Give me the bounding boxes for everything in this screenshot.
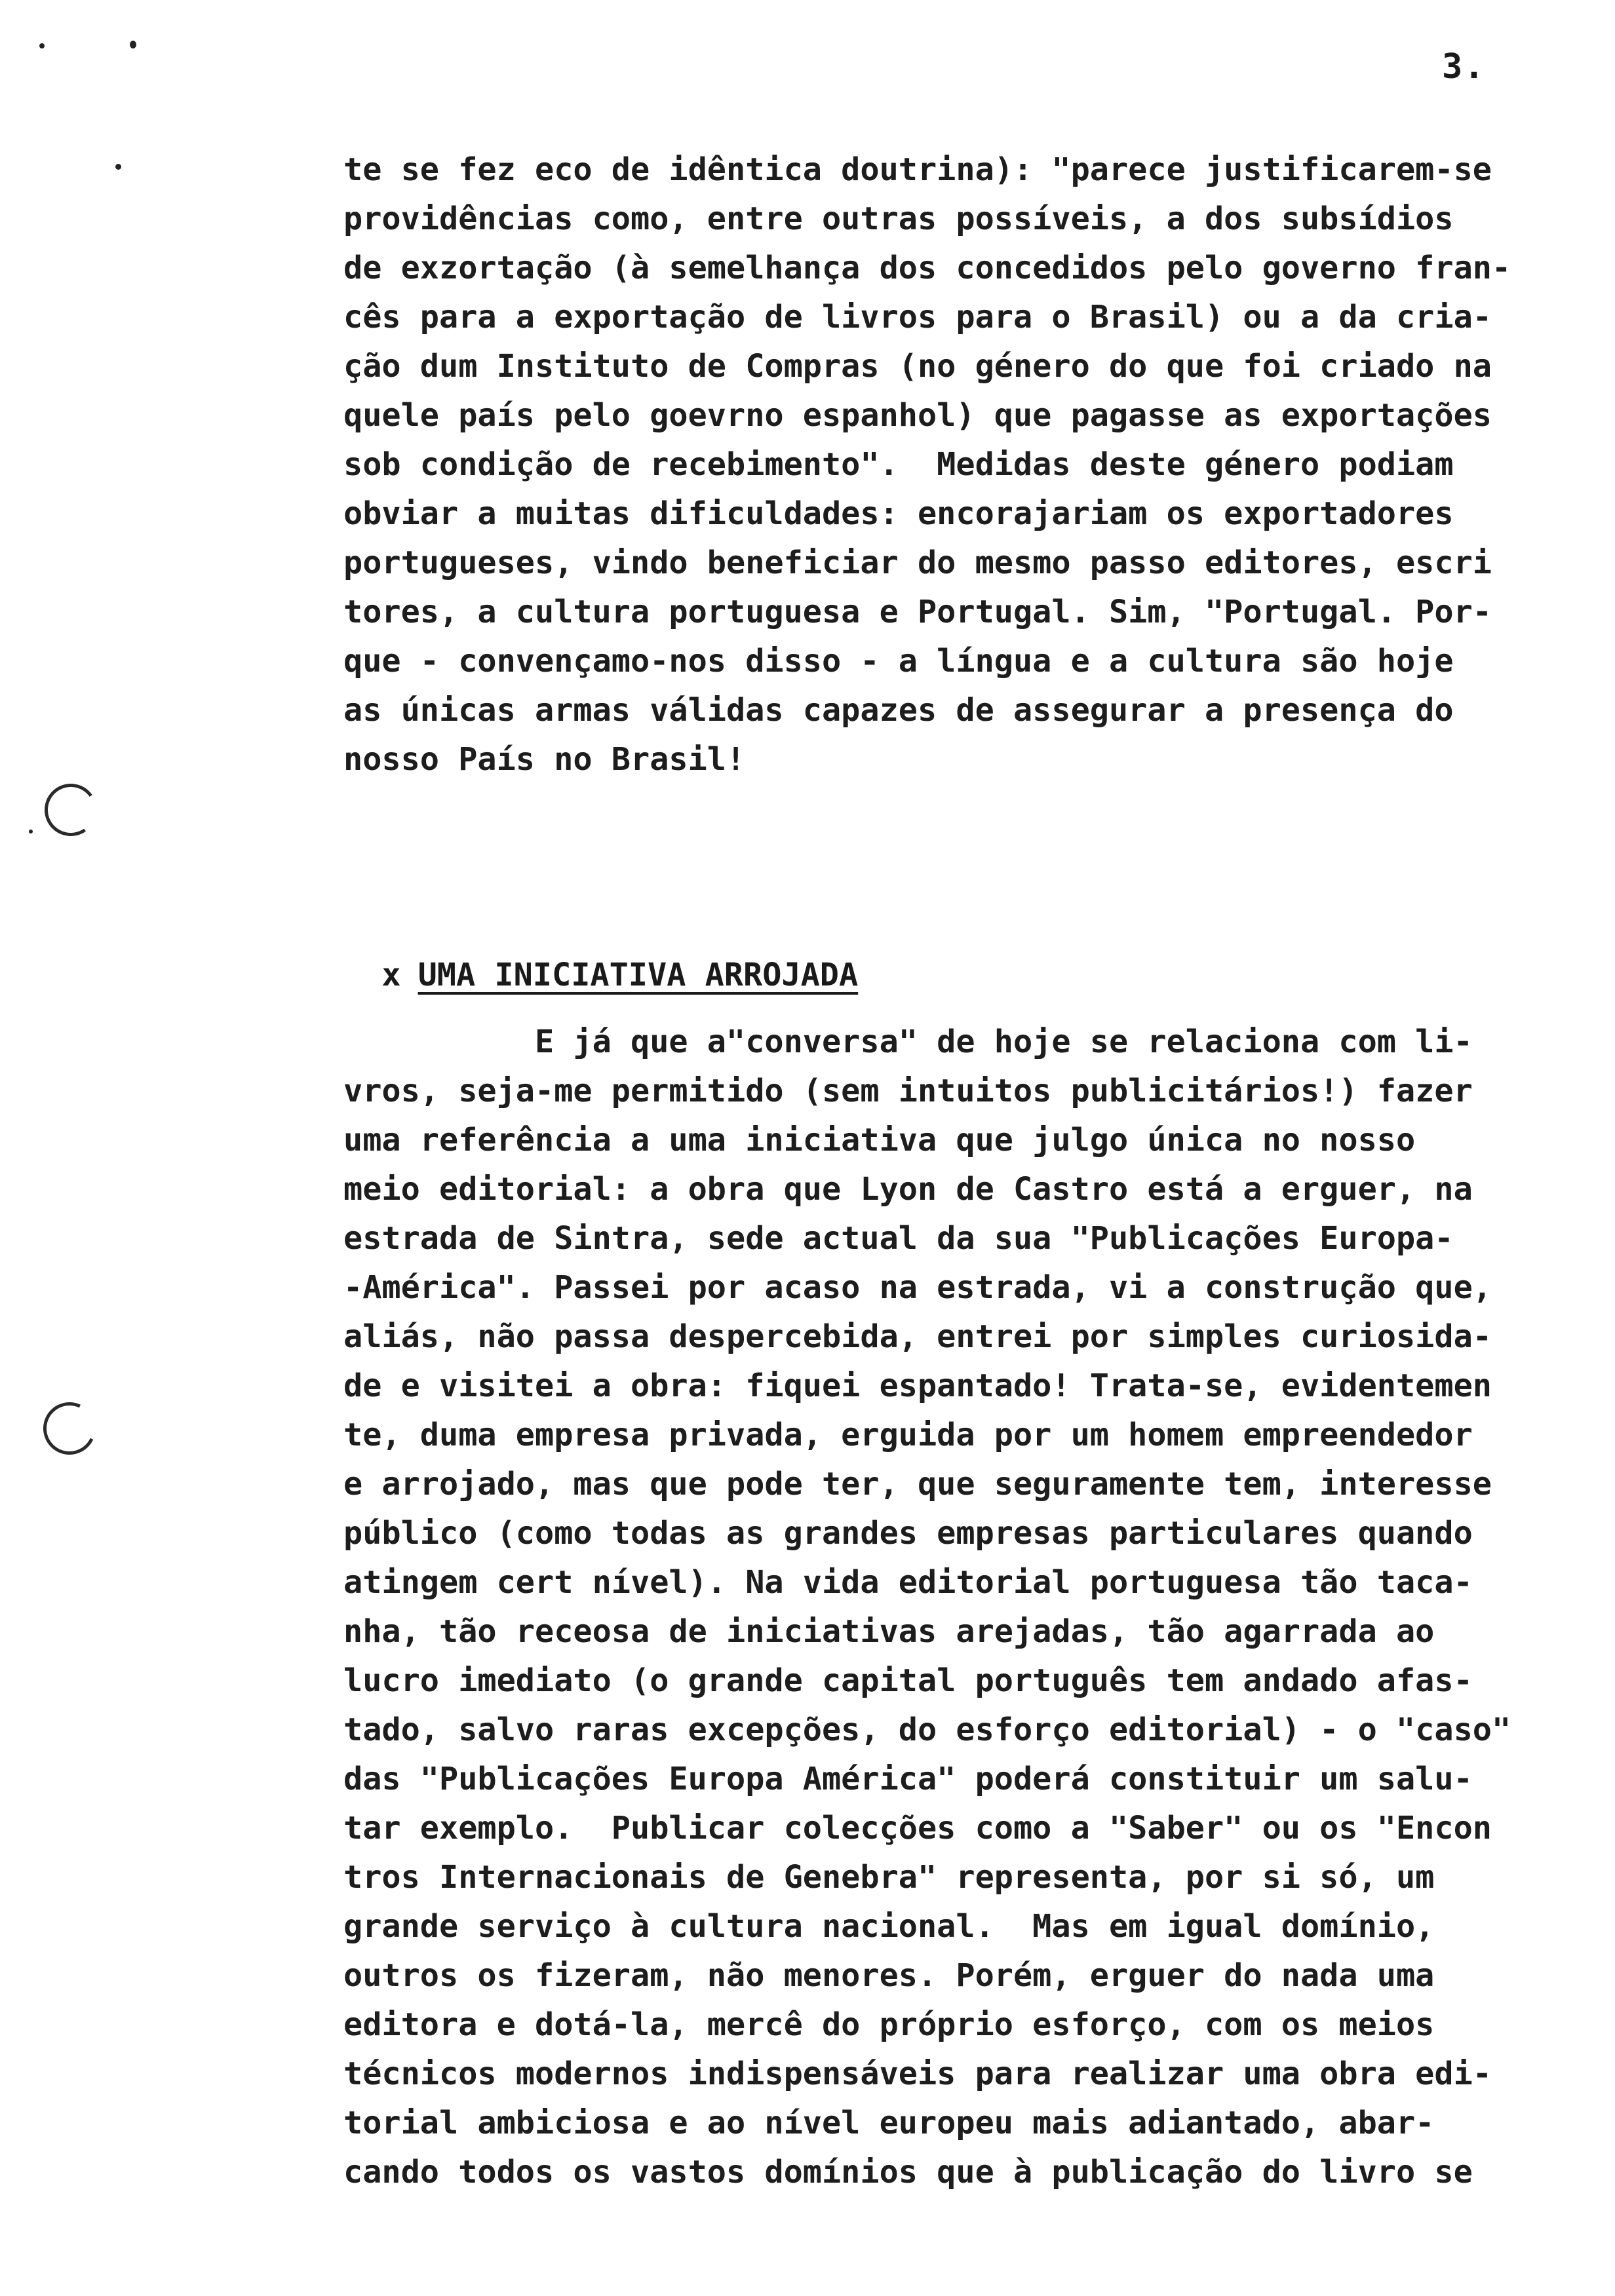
paragraph — [343, 145, 1563, 784]
text-line: e arrojado, mas que pode ter, que seguramente tem, interesse — [343, 1466, 1492, 1502]
punch-hole — [36, 1395, 104, 1463]
text-line: meio editorial: a obra que Lyon de Castro está a erguer, na — [343, 1171, 1473, 1208]
text-line: de e visitei a obra: fiquei espantado! Trata-se, evidentemen — [343, 1368, 1492, 1404]
text-line: te se fez eco de idêntica doutrina): "parece justificarem-se — [343, 151, 1492, 188]
text-line: cês para a exportação de livros para o Brasil) ou a da cria- — [343, 299, 1492, 335]
text-line: tado, salvo raras excepções, do esforço editorial) - o "caso" — [343, 1712, 1511, 1748]
text-line: cando todos os vastos domínios que à publicação do livro se — [343, 2154, 1473, 2191]
text-line: obviar a muitas dificuldades: encorajariam os exportadores — [343, 495, 1454, 532]
page-number: 3. — [1442, 47, 1486, 86]
text-line: tores, a cultura portuguesa e Portugal. Sim, "Portugal. Por- — [343, 594, 1492, 630]
speck — [29, 830, 33, 833]
text-line: lucro imediato (o grande capital português tem andado afas- — [343, 1662, 1473, 1699]
paragraph — [343, 1018, 1563, 2197]
text-line: ção dum Instituto de Compras (no género do que foi criado na — [343, 348, 1492, 385]
text-line: te, duma empresa privada, erguida por um homem empreendedor — [343, 1417, 1473, 1453]
speck — [115, 164, 121, 170]
text-line: torial ambiciosa e ao nível europeu mais adiantado, abar- — [343, 2105, 1435, 2141]
text-line: nosso País no Brasil! — [343, 741, 746, 778]
text-line: providências como, entre outras possíveis, a dos subsídios — [343, 201, 1454, 237]
text-line: quele país pelo goevrno espanhol) que pagasse as exportações — [343, 397, 1492, 434]
text-line: outros os fizeram, não menores. Porém, erguer do nada uma — [343, 1957, 1435, 1994]
text-line: público (como todas as grandes empresas particulares quando — [343, 1515, 1473, 1552]
text-line: editora e dotá-la, mercê do próprio esforço, com os meios — [343, 2006, 1435, 2043]
section-title: UMA INICIATIVA ARROJADA — [418, 957, 859, 993]
section-heading — [343, 902, 858, 1000]
speck — [39, 43, 45, 48]
text-line: estrada de Sintra, sede actual da sua "Publicações Europa- — [343, 1220, 1454, 1257]
text-line: atingem cert nível). Na vida editorial portuguesa tão taca- — [343, 1564, 1473, 1601]
text-line: que - convençamo-nos disso - a língua e a cultura são hoje — [343, 643, 1454, 679]
text-line: uma referência a uma iniciativa que julgo única no nosso — [343, 1122, 1416, 1158]
text-line: de exzortação (à semelhança dos concedidos pelo governo fran- — [343, 250, 1511, 286]
text-line: tros Internacionais de Genebra" representa, por si só, um — [343, 1859, 1435, 1896]
text-line: E já que a"conversa" de hoje se relaciona com li- — [343, 1024, 1473, 1060]
section-mark: x — [381, 957, 401, 993]
speck — [130, 41, 136, 48]
text-line: vros, seja-me permitido (sem intuitos publicitários!) fazer — [343, 1073, 1473, 1109]
text-line: -América". Passei por acaso na estrada, vi a construção que, — [343, 1269, 1492, 1306]
text-line: tar exemplo. Publicar colecções como a "Saber" ou os "Encon — [343, 1810, 1492, 1846]
text-line: as únicas armas válidas capazes de assegurar a presença do — [343, 692, 1454, 729]
text-line: técnicos modernos indispensáveis para realizar uma obra edi- — [343, 2056, 1492, 2092]
text-line: aliás, não passa despercebida, entrei por simples curiosida- — [343, 1318, 1492, 1355]
punch-hole — [41, 780, 102, 841]
text-line: das "Publicações Europa América" poderá constituir um salu- — [343, 1761, 1473, 1797]
text-line: nha, tão receosa de iniciativas arejadas, tão agarrada ao — [343, 1613, 1435, 1650]
text-line: portugueses, vindo beneficiar do mesmo passo editores, escri — [343, 545, 1492, 581]
text-line: sob condição de recebimento". Medidas deste género podiam — [343, 446, 1454, 483]
text-line: grande serviço à cultura nacional. Mas em igual domínio, — [343, 1908, 1435, 1945]
